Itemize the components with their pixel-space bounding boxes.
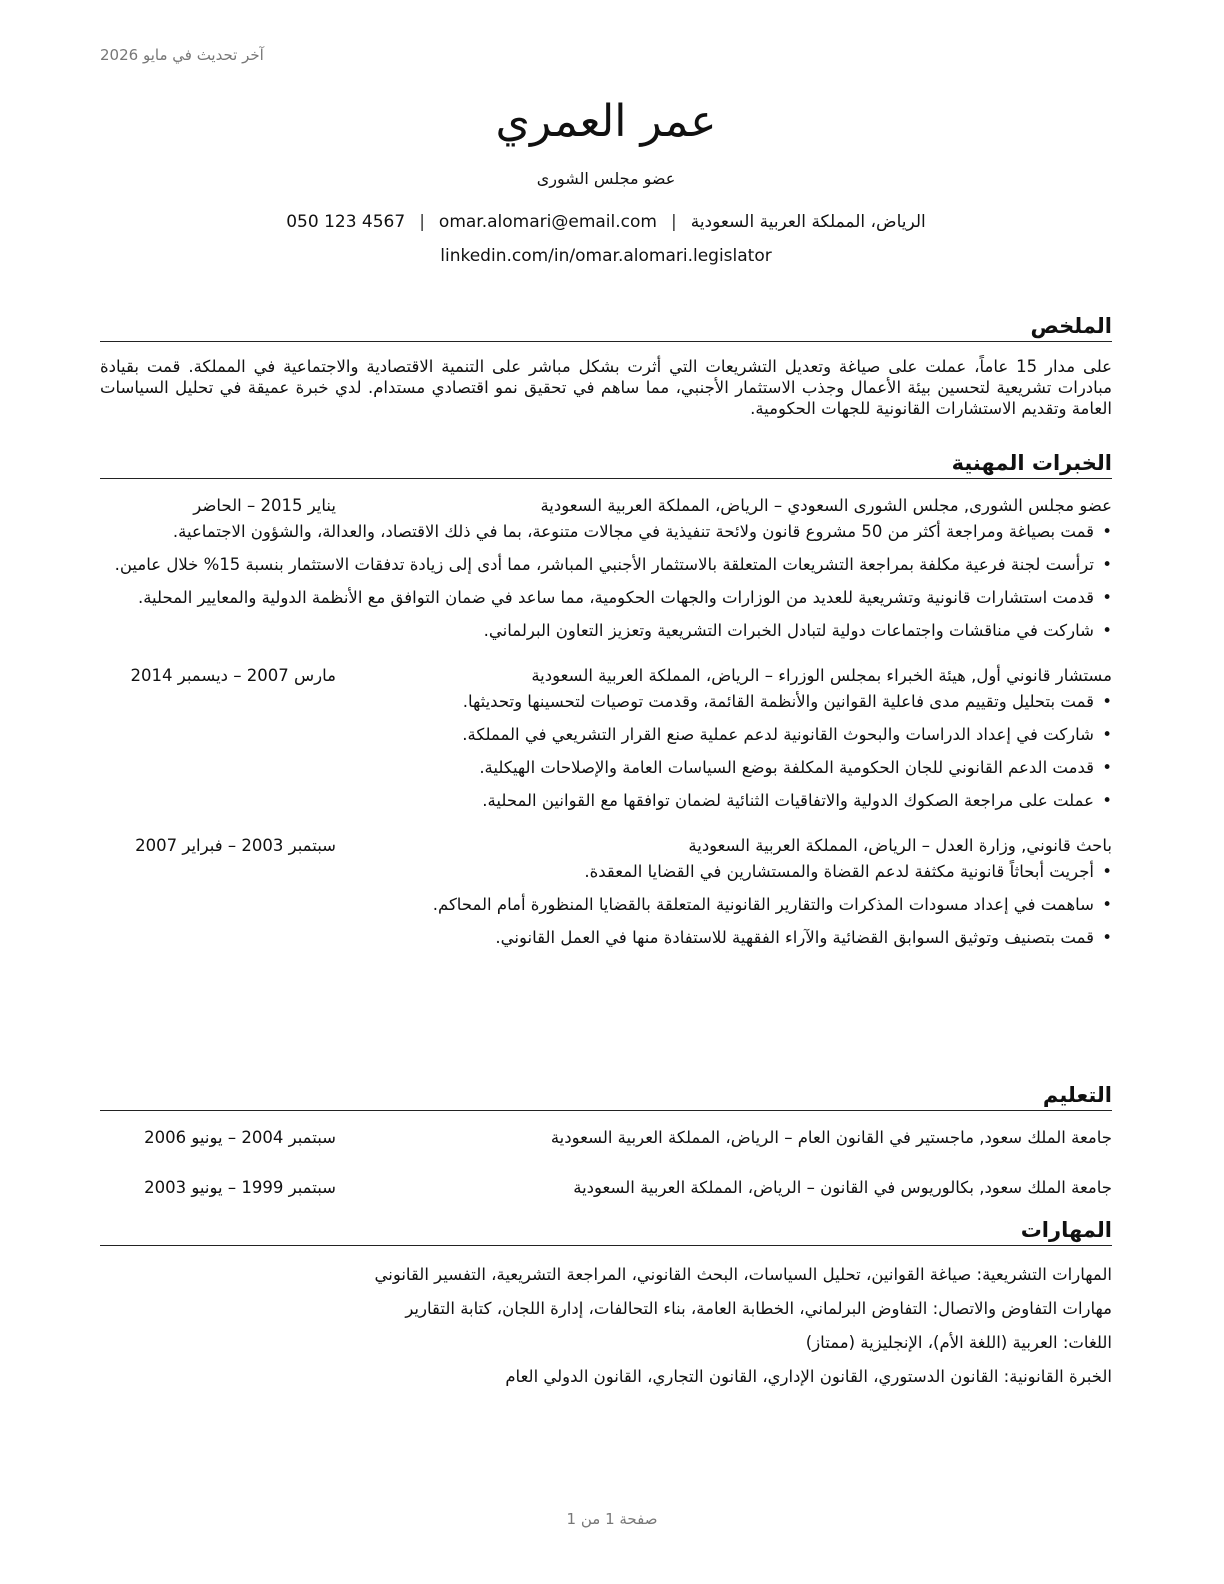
last-updated-note: آخر تحديث في مايو 2026 <box>100 46 264 64</box>
contact-line <box>100 210 1112 234</box>
section-heading: المهارات <box>100 1216 1112 1246</box>
job-date: سبتمبر 2003 – فبراير 2007 <box>135 836 336 855</box>
location-text: الرياض، المملكة العربية السعودية <box>690 212 926 232</box>
list-item: • قمت بصياغة ومراجعة أكثر من 50 مشروع قانون ولائحة تنفيذية في مجالات متنوعة، بما في ذلك الاقتصاد، والعدالة، والشؤون الاجتماعية. <box>100 521 1112 542</box>
skills-line: مهارات التفاوض والاتصال: التفاوض البرلماني، الخطابة العامة، بناء التحالفات، إدارة اللجان، كتابة التقارير <box>405 1299 1112 1318</box>
job-date: مارس 2007 – ديسمبر 2014 <box>130 666 336 685</box>
education-entry <box>100 1127 1112 1149</box>
job-bullets <box>100 521 1112 641</box>
job-header <box>100 665 1112 687</box>
section-heading: الملخص <box>100 312 1112 342</box>
experience-section <box>100 449 1112 960</box>
list-item: • عملت على مراجعة الصكوك الدولية والاتفاقيات الثنائية لضمان توافقها مع القوانين المحلية. <box>100 790 1112 811</box>
skills-line: اللغات: العربية (اللغة الأم)، الإنجليزية (ممتاز) <box>805 1333 1112 1352</box>
job-entry <box>100 665 1112 811</box>
job-bullets <box>100 691 1112 811</box>
degree-title: جامعة الملك سعود, بكالوريوس في القانون – الرياض، المملكة العربية السعودية <box>573 1178 1112 1197</box>
education-entry <box>100 1177 1112 1199</box>
list-item: • ساهمت في إعداد مسودات المذكرات والتقارير القانونية المتعلقة بالقضايا المنظورة أمام المحاكم. <box>100 894 1112 915</box>
list-item: • قدمت استشارات قانونية وتشريعية للعديد من الوزارات والجهات الحكومية، مما ساعد في ضمان التوافق مع الأنظمة الدولية والمعايير المحلية. <box>100 587 1112 608</box>
list-item: • قدمت الدعم القانوني للجان الحكومية المكلفة بوضع السياسات العامة والإصلاحات الهيكلية. <box>100 757 1112 778</box>
summary-section <box>100 312 1112 436</box>
skills-line: الخبرة القانونية: القانون الدستوري، القانون الإداري، القانون التجاري، القانون الدولي العام <box>505 1367 1112 1386</box>
contact-separator: | <box>670 212 677 232</box>
list-item: • ترأست لجنة فرعية مكلفة بمراجعة التشريعات المتعلقة بالاستثمار الأجنبي المباشر، مما أدى إلى زيادة تدفقات الاستثمار بنسبة 15% خلال عامين. <box>100 554 1112 575</box>
degree-date: سبتمبر 1999 – يونيو 2003 <box>144 1178 336 1197</box>
degree-title: جامعة الملك سعود, ماجستير في القانون العام – الرياض، المملكة العربية السعودية <box>550 1128 1112 1147</box>
section-heading: الخبرات المهنية <box>100 449 1112 479</box>
job-title: باحث قانوني, وزارة العدل – الرياض، المملكة العربية السعودية <box>688 836 1112 855</box>
job-bullets <box>100 861 1112 948</box>
page-number: صفحة 1 من 1 <box>566 1510 658 1528</box>
list-item: • شاركت في مناقشات واجتماعات دولية لتبادل الخبرات التشريعية وتعزيز التعاون البرلماني. <box>100 620 1112 641</box>
degree-date: سبتمبر 2004 – يونيو 2006 <box>144 1128 336 1147</box>
job-title: عضو مجلس الشورى, مجلس الشورى السعودي – الرياض، المملكة العربية السعودية <box>540 496 1112 515</box>
skills-section <box>100 1216 1112 1400</box>
skills-line: المهارات التشريعية: صياغة القوانين، تحليل السياسات، البحث القانوني، المراجعة التشريعية، التفسير القانوني <box>374 1265 1112 1284</box>
job-entry <box>100 495 1112 641</box>
email-link[interactable]: omar.alomari@email.com <box>438 212 657 232</box>
linkedin-link[interactable]: linkedin.com/in/omar.alomari.legislator <box>440 246 772 266</box>
list-item: • أجريت أبحاثاً قانونية مكثفة لدعم القضاة والمستشارين في القضايا المعقدة. <box>100 861 1112 882</box>
job-entry <box>100 835 1112 948</box>
job-title: مستشار قانوني أول, هيئة الخبراء بمجلس الوزراء – الرياض، المملكة العربية السعودية <box>531 666 1112 685</box>
list-item: • قمت بتحليل وتقييم مدى فاعلية القوانين والأنظمة القائمة، وقدمت توصيات لتحسينها وتحديثها. <box>100 691 1112 712</box>
person-title: عضو مجلس الشورى <box>536 169 676 188</box>
summary-text: على مدار 15 عاماً، عملت على صياغة وتعديل التشريعات التي أثرت بشكل مباشر على التنمية الاقتصادية والاجتماعية في المملكة. قمت بقيادة مبادرات تشريعية لتحسين بيئة الأعمال وجذب الاستثمار الأجنبي، مما ساهم في تحقيق نمو اقتصادي مستدام. لدي خبرة عميقة في تحليل السياسات العامة وتقديم الاستشارات القانونية للجهات الحكومية. <box>100 357 1113 418</box>
list-item: • قمت بتصنيف وتوثيق السوابق القضائية والآراء الفقهية للاستفادة منها في العمل القانوني. <box>100 927 1112 948</box>
resume-page <box>100 0 1112 1584</box>
person-name: عمر العمري <box>495 96 717 147</box>
resume-header <box>100 92 1112 268</box>
contact-separator: | <box>419 212 425 232</box>
education-section <box>100 1081 1112 1199</box>
phone-number: 050 123 4567 <box>286 212 406 232</box>
section-heading: التعليم <box>100 1081 1112 1111</box>
job-header <box>100 495 1112 517</box>
list-item: • شاركت في إعداد الدراسات والبحوث القانونية لدعم عملية صنع القرار التشريعي في المملكة. <box>100 724 1112 745</box>
job-header <box>100 835 1112 857</box>
job-date: يناير 2015 – الحاضر <box>193 496 336 515</box>
